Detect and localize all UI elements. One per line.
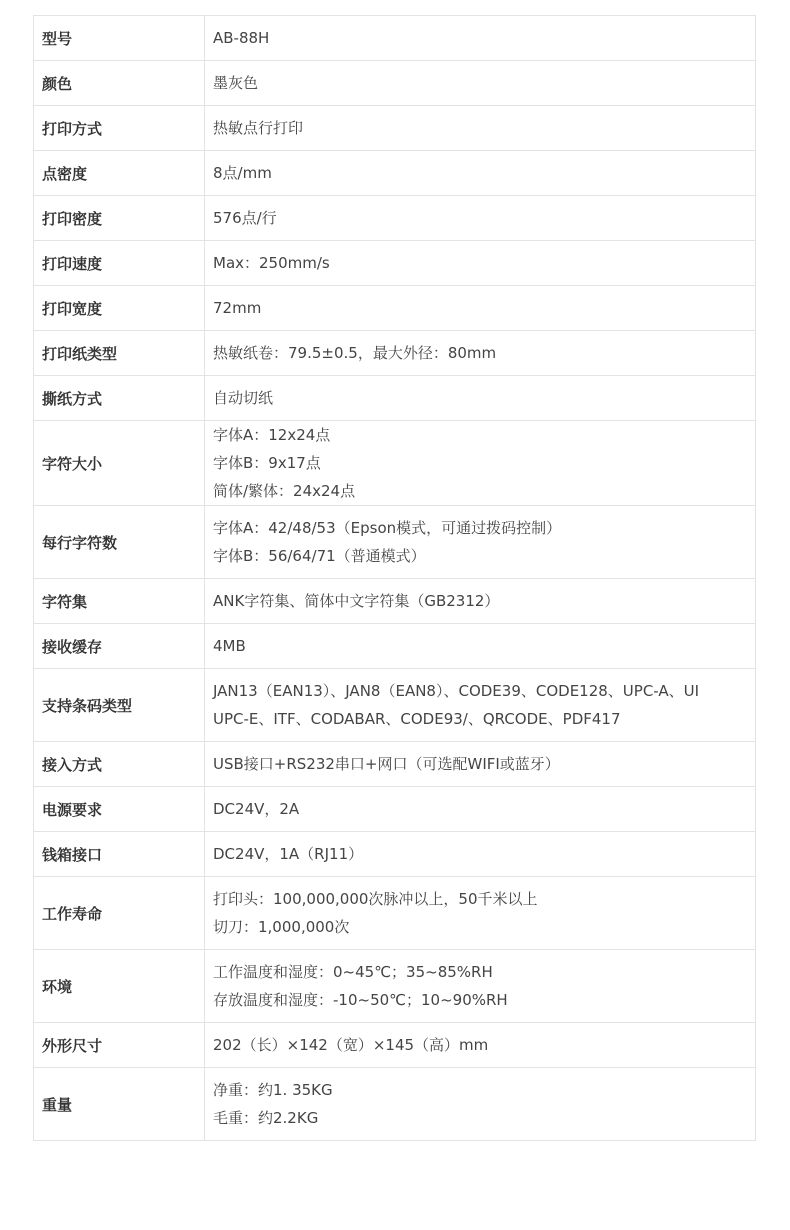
spec-value-line: 工作温度和湿度：0~45℃；35~85%RH [213, 963, 493, 981]
spec-label: 环境 [34, 950, 205, 1023]
spec-label: 型号 [34, 16, 205, 61]
spec-table [33, 15, 756, 1141]
spec-value [205, 787, 756, 832]
spec-label: 电源要求 [34, 787, 205, 832]
spec-value-line: 576点/行 [213, 209, 277, 227]
spec-row [34, 376, 756, 421]
spec-value-line: 净重：约1. 35KG [213, 1081, 333, 1099]
spec-value [205, 61, 756, 106]
spec-label: 打印方式 [34, 106, 205, 151]
spec-row [34, 787, 756, 832]
spec-row [34, 331, 756, 376]
spec-value [205, 106, 756, 151]
spec-value-line: 字体B：9x17点 [213, 454, 321, 472]
spec-value-line: 热敏点行打印 [213, 119, 304, 137]
spec-row [34, 196, 756, 241]
spec-value [205, 331, 756, 376]
spec-value [205, 579, 756, 624]
spec-value-line: 字体A：12x24点 [213, 426, 331, 444]
spec-row [34, 106, 756, 151]
spec-table-body [34, 16, 756, 1141]
spec-label: 接入方式 [34, 742, 205, 787]
spec-value [205, 624, 756, 669]
spec-row [34, 1023, 756, 1068]
spec-row [34, 669, 756, 742]
spec-value-line: DC24V，1A（RJ11） [213, 845, 364, 863]
spec-value [205, 832, 756, 877]
spec-value [205, 950, 756, 1023]
spec-value-line: 自动切纸 [213, 389, 274, 407]
spec-value-line: ANK字符集、简体中文字符集（GB2312） [213, 592, 500, 610]
spec-row [34, 151, 756, 196]
spec-row [34, 742, 756, 787]
spec-value [205, 421, 756, 506]
spec-label: 钱箱接口 [34, 832, 205, 877]
spec-value-line: 毛重：约2.2KG [213, 1109, 319, 1127]
spec-value-line: 墨灰色 [213, 74, 259, 92]
spec-row [34, 16, 756, 61]
spec-label: 打印速度 [34, 241, 205, 286]
spec-value [205, 506, 756, 579]
spec-value [205, 196, 756, 241]
spec-value-line: 8点/mm [213, 164, 272, 182]
spec-value-line: 打印头：100,000,000次脉冲以上，50千米以上 [213, 890, 538, 908]
spec-value-line: Max：250mm/s [213, 254, 330, 272]
spec-label: 重量 [34, 1068, 205, 1141]
spec-value [205, 151, 756, 196]
spec-value-line: AB-88H [213, 29, 270, 47]
spec-value [205, 742, 756, 787]
spec-row [34, 61, 756, 106]
spec-label: 支持条码类型 [34, 669, 205, 742]
spec-label: 颜色 [34, 61, 205, 106]
spec-value [205, 1068, 756, 1141]
spec-value-line: 72mm [213, 299, 262, 317]
spec-row [34, 624, 756, 669]
spec-row [34, 877, 756, 950]
spec-label: 点密度 [34, 151, 205, 196]
spec-label: 工作寿命 [34, 877, 205, 950]
spec-value [205, 16, 756, 61]
spec-row [34, 1068, 756, 1141]
spec-value-line: 热敏纸卷：79.5±0.5，最大外径：80mm [213, 344, 497, 362]
spec-value-line: 存放温度和湿度：-10~50℃；10~90%RH [213, 991, 508, 1009]
spec-label: 打印纸类型 [34, 331, 205, 376]
spec-label: 接收缓存 [34, 624, 205, 669]
spec-label: 打印宽度 [34, 286, 205, 331]
spec-row [34, 241, 756, 286]
spec-value [205, 241, 756, 286]
spec-label: 撕纸方式 [34, 376, 205, 421]
spec-value-line: USB接口+RS232串口+网口（可选配WIFI或蓝牙） [213, 755, 560, 773]
spec-label: 打印密度 [34, 196, 205, 241]
spec-value [205, 376, 756, 421]
spec-row [34, 579, 756, 624]
spec-label: 字符大小 [34, 421, 205, 506]
spec-value-line: JAN13（EAN13）、JAN8（EAN8）、CODE39、CODE128、UPC-A、UI [213, 682, 700, 700]
spec-value [205, 286, 756, 331]
spec-label: 外形尺寸 [34, 1023, 205, 1068]
spec-label: 字符集 [34, 579, 205, 624]
spec-value-line: 202（长）×142（宽）×145（高）mm [213, 1036, 489, 1054]
spec-value-line: 字体A：42/48/53（Epson模式，可通过拨码控制） [213, 519, 562, 537]
spec-value [205, 877, 756, 950]
spec-row [34, 421, 756, 506]
spec-value [205, 669, 756, 742]
spec-value-line: 4MB [213, 637, 246, 655]
spec-row [34, 286, 756, 331]
spec-value-line: 简体/繁体：24x24点 [213, 482, 356, 500]
spec-value [205, 1023, 756, 1068]
spec-value-line: UPC-E、ITF、CODABAR、CODE93/、QRCODE、PDF417 [213, 710, 621, 728]
spec-value-line: DC24V，2A [213, 800, 300, 818]
spec-row [34, 832, 756, 877]
spec-row [34, 950, 756, 1023]
spec-value-line: 切刀：1,000,000次 [213, 918, 350, 936]
spec-value-line: 字体B：56/64/71（普通模式） [213, 547, 426, 565]
spec-label: 每行字符数 [34, 506, 205, 579]
spec-row [34, 506, 756, 579]
